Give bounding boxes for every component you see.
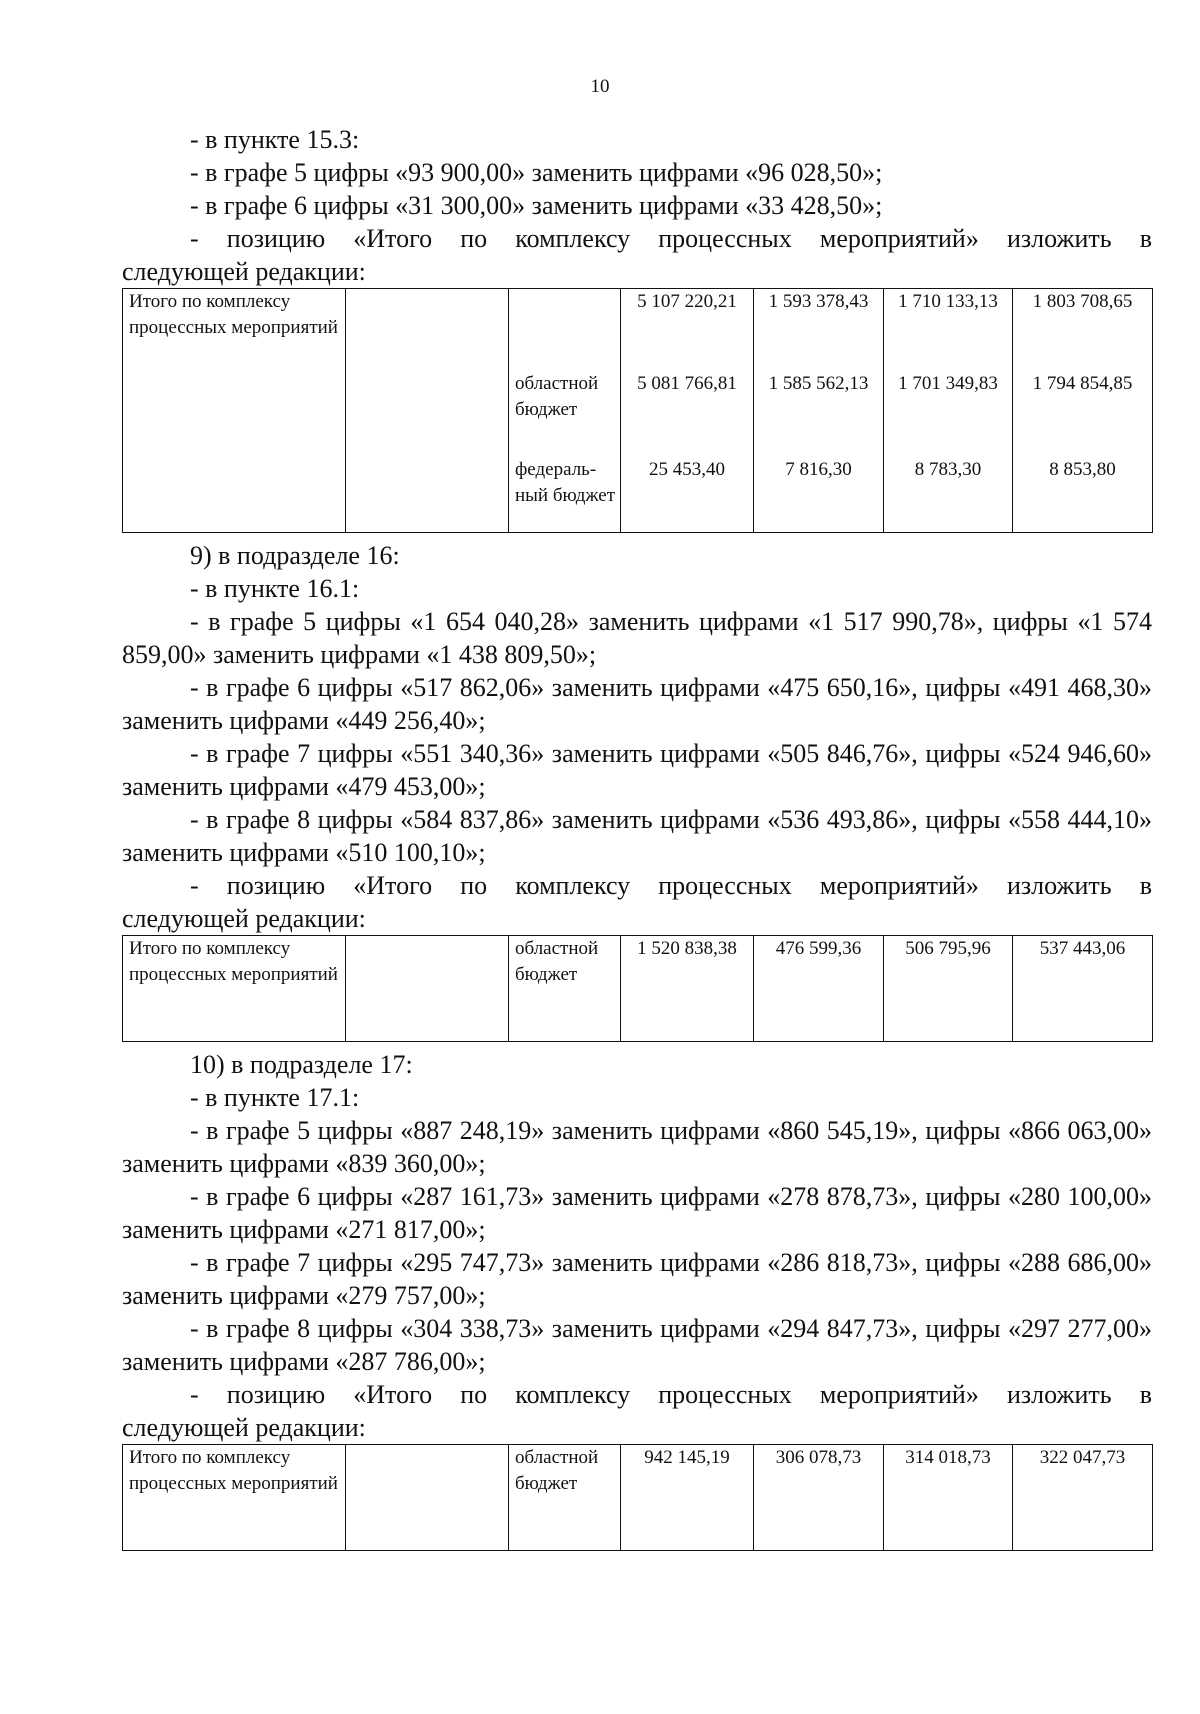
empty-cell xyxy=(346,936,509,1042)
value-cell: 5 081 766,81 xyxy=(621,371,754,457)
paragraph-total-position: - позицию «Итого по комплексу процессных мероприятий» изложить в xyxy=(190,871,1152,900)
total-label-cell: Итого по комплексу процессных мероприятий xyxy=(123,1445,346,1551)
page-number: 10 xyxy=(590,76,610,97)
value-cell: 1 520 838,38 xyxy=(621,936,754,1042)
value-cell: 476 599,36 xyxy=(754,936,884,1042)
value-cell: 942 145,19 xyxy=(621,1445,754,1551)
total-table-section-16 xyxy=(122,935,1153,1042)
paragraph-column-8-change: - в графе 8 цифры «584 837,86» заменить цифрами «536 493,86», цифры «558 444,10» заменить цифрами «510 100,10»; xyxy=(122,805,1152,867)
table-row xyxy=(123,1445,1153,1551)
value-cell: 25 453,40 xyxy=(621,457,754,533)
paragraph-column-8-change: - в графе 8 цифры «304 338,73» заменить цифрами «294 847,73», цифры «297 277,00» заменить цифрами «287 786,00»; xyxy=(122,1314,1152,1376)
paragraph-total-position: - позицию «Итого по комплексу процессных мероприятий» изложить в xyxy=(190,224,1152,253)
value-cell: 506 795,96 xyxy=(884,936,1013,1042)
value-cell: 322 047,73 xyxy=(1013,1445,1153,1551)
paragraph-column-6-change: - в графе 6 цифры «287 161,73» заменить цифрами «278 878,73», цифры «280 100,00» заменить цифрами «271 817,00»; xyxy=(122,1182,1152,1244)
value-cell: 5 107 220,21 xyxy=(621,289,754,371)
table-row xyxy=(123,936,1153,1042)
paragraph-clause-15-3: - в пункте 15.3: xyxy=(190,125,360,154)
total-table-section-15 xyxy=(122,288,1153,533)
paragraph-column-7-change: - в графе 7 цифры «295 747,73» заменить цифрами «286 818,73», цифры «288 686,00» заменить цифрами «279 757,00»; xyxy=(122,1248,1152,1310)
value-cell: 7 816,30 xyxy=(754,457,884,533)
total-label-cell: Итого по комплексу процессных мероприятий xyxy=(123,936,346,1042)
source-cell: областной бюджет xyxy=(509,936,621,1042)
total-table-section-17 xyxy=(122,1444,1153,1551)
paragraph-column-5-change: - в графе 5 цифры «1 654 040,28» заменить цифрами «1 517 990,78», цифры «1 574 859,00» заменить цифрами «1 438 809,50»; xyxy=(122,607,1152,669)
paragraph-following-edition: следующей редакции: xyxy=(122,904,366,933)
paragraph-column-5-change: - в графе 5 цифры «93 900,00» заменить цифрами «96 028,50»; xyxy=(190,158,883,187)
document-body xyxy=(122,123,1152,1557)
paragraph-clause-16-1: - в пункте 16.1: xyxy=(190,574,360,603)
paragraph-column-6-change: - в графе 6 цифры «517 862,06» заменить цифрами «475 650,16», цифры «491 468,30» заменить цифрами «449 256,40»; xyxy=(122,673,1152,735)
value-cell: 8 783,30 xyxy=(884,457,1013,533)
total-label-cell: Итого по комплексу процессных мероприятий xyxy=(123,289,346,533)
paragraph-column-7-change: - в графе 7 цифры «551 340,36» заменить цифрами «505 846,76», цифры «524 946,60» заменить цифрами «479 453,00»; xyxy=(122,739,1152,801)
value-cell: 8 853,80 xyxy=(1013,457,1153,533)
paragraph-total-position: - позицию «Итого по комплексу процессных мероприятий» изложить в xyxy=(190,1380,1152,1409)
source-cell: областной бюджет xyxy=(509,371,621,457)
value-cell: 1 593 378,43 xyxy=(754,289,884,371)
paragraph-following-edition: следующей редакции: xyxy=(122,1413,366,1442)
value-cell: 306 078,73 xyxy=(754,1445,884,1551)
paragraph-column-5-change: - в графе 5 цифры «887 248,19» заменить цифрами «860 545,19», цифры «866 063,00» заменить цифрами «839 360,00»; xyxy=(122,1116,1152,1178)
value-cell: 1 794 854,85 xyxy=(1013,371,1153,457)
source-cell: федераль-ный бюджет xyxy=(509,457,621,533)
paragraph-following-edition: следующей редакции: xyxy=(122,257,366,286)
paragraph-subsection-17: 10) в подразделе 17: xyxy=(190,1050,413,1079)
value-cell: 537 443,06 xyxy=(1013,936,1153,1042)
value-cell: 1 803 708,65 xyxy=(1013,289,1153,371)
source-cell: областной бюджет xyxy=(509,1445,621,1551)
source-cell xyxy=(509,289,621,371)
empty-cell xyxy=(346,289,509,533)
value-cell: 1 710 133,13 xyxy=(884,289,1013,371)
paragraph-subsection-16: 9) в подразделе 16: xyxy=(190,541,400,570)
value-cell: 1 701 349,83 xyxy=(884,371,1013,457)
value-cell: 1 585 562,13 xyxy=(754,371,884,457)
table-row xyxy=(123,289,1153,371)
paragraph-column-6-change: - в графе 6 цифры «31 300,00» заменить цифрами «33 428,50»; xyxy=(190,191,883,220)
value-cell: 314 018,73 xyxy=(884,1445,1013,1551)
paragraph-clause-17-1: - в пункте 17.1: xyxy=(190,1083,360,1112)
empty-cell xyxy=(346,1445,509,1551)
